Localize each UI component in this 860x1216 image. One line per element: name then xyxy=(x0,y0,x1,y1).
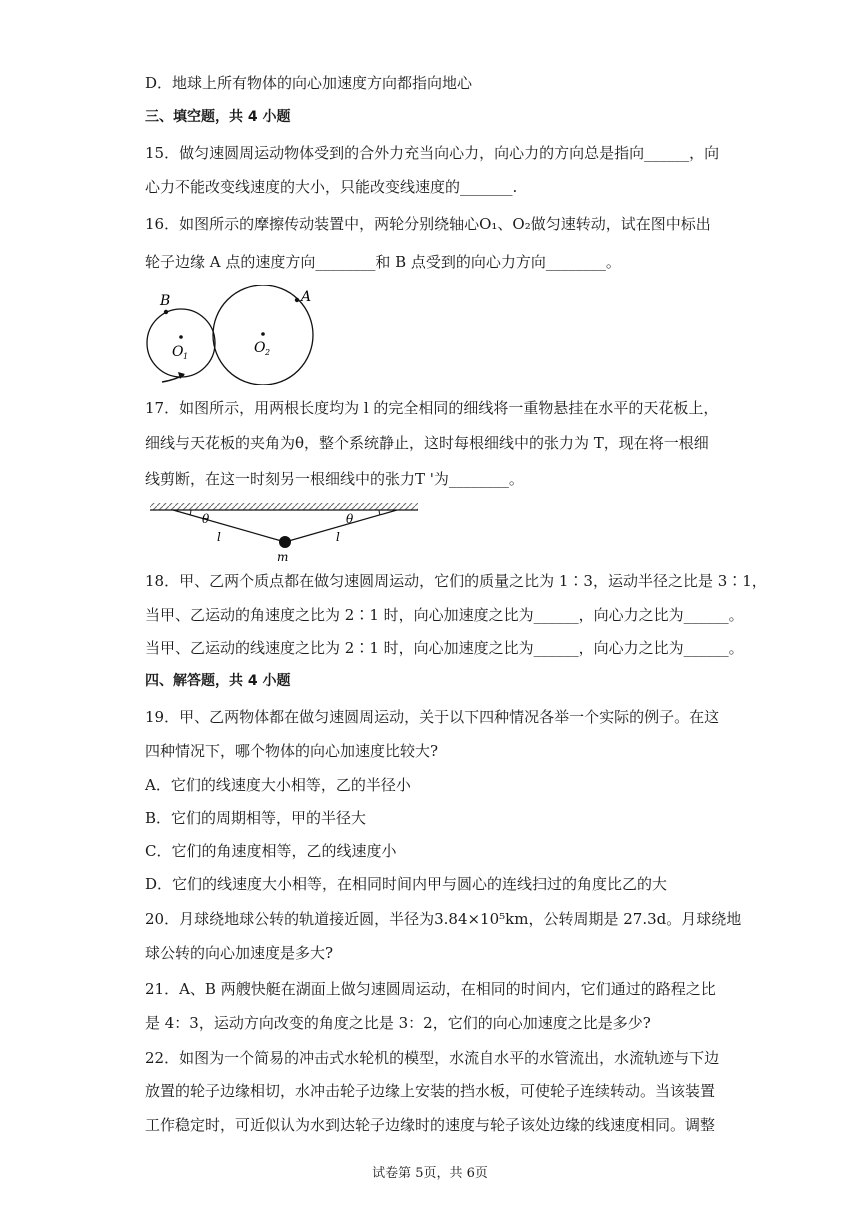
question-21-line-1: 21．A、B 两艘快艇在湖面上做匀速圆周运动，在相同的时间内，它们通过的路程之比 xyxy=(145,980,716,998)
friction-wheels-figure xyxy=(140,285,330,385)
label-o1: O xyxy=(172,344,184,360)
wheel-1 xyxy=(147,309,215,377)
angle-arc-left xyxy=(190,510,191,515)
ceiling-hatch xyxy=(150,503,418,510)
page-footer: 试卷第 5页，共 6页 xyxy=(372,1166,488,1181)
center-o2 xyxy=(261,332,265,336)
label-l-right: l xyxy=(336,530,340,544)
question-18-line-1: 18．甲、乙两个质点都在做匀速圆周运动，它们的质量之比为 1∶3，运动半径之比是 3∶1， xyxy=(145,572,767,590)
label-theta-right: θ xyxy=(346,512,354,526)
question-17-line-3: 线剪断，在这一时刻另一根细线中的张力T '为________。 xyxy=(145,470,524,488)
question-19-option-b: B．它们的周期相等，甲的半径大 xyxy=(145,809,367,827)
section-heading-answer: 四、解答题，共 4 小题 xyxy=(145,673,291,689)
question-15-line-2: 心力不能改变线速度的大小，只能改变线速度的_______. xyxy=(145,178,518,196)
label-m: m xyxy=(277,550,289,564)
point-a xyxy=(295,298,299,302)
question-21-line-2: 是 4：3，运动方向改变的角度之比是 3：2，它们的向心加速度之比是多少? xyxy=(145,1014,651,1032)
option-d-q14: D．地球上所有物体的向心加速度方向都指向地心 xyxy=(145,74,473,92)
question-19-option-d: D．它们的线速度大小相等，在相同时间内甲与圆心的连线扫过的角度比乙的大 xyxy=(145,875,668,893)
point-b xyxy=(164,310,168,314)
question-22-line-3: 工作稳定时，可近似认为水到达轮子边缘时的速度与轮子该处边缘的线速度相同。调整 xyxy=(145,1116,716,1134)
question-16-line-2: 轮子边缘 A 点的速度方向________和 B 点受到的向心力方向________。 xyxy=(145,253,621,271)
label-o1-subscript: 1 xyxy=(183,352,189,361)
question-22-line-1: 22．如图为一个简易的冲击式水轮机的模型，水流自水平的水管流出，水流轨迹与下边 xyxy=(145,1049,720,1067)
question-19-line-1: 19．甲、乙两物体都在做匀速圆周运动，关于以下四种情况各举一个实际的例子。在这 xyxy=(145,708,720,726)
label-a: A xyxy=(301,289,312,305)
hanging-mass-figure xyxy=(145,500,420,565)
label-l-left: l xyxy=(217,530,221,544)
question-20-line-2: 球公转的向心加速度是多大? xyxy=(145,944,334,962)
question-22-line-2: 放置的轮子边缘相切，水冲击轮子边缘上安装的挡水板，可使轮子连续转动。当该装置 xyxy=(145,1082,716,1100)
label-o2-subscript: 2 xyxy=(265,348,271,357)
question-19-option-c: C．它们的角速度相等，乙的线速度小 xyxy=(145,842,397,860)
label-theta-left: θ xyxy=(202,512,210,526)
question-19-option-a: A．它们的线速度大小相等，乙的半径小 xyxy=(145,776,411,794)
question-18-line-3: 当甲、乙运动的线速度之比为 2∶1 时，向心加速度之比为______，向心力之比为______。 xyxy=(145,639,744,657)
angle-arc-right xyxy=(379,510,380,515)
question-18-line-2: 当甲、乙运动的角速度之比为 2∶1 时，向心加速度之比为______，向心力之比为______。 xyxy=(145,606,744,624)
question-19-line-2: 四种情况下，哪个物体的向心加速度比较大? xyxy=(145,742,439,760)
mass xyxy=(279,536,291,548)
question-15-line-1: 15．做匀速圆周运动物体受到的合外力充当向心力，向心力的方向总是指向______，向 xyxy=(145,144,720,162)
section-heading-fill-in: 三、填空题，共 4 小题 xyxy=(145,109,291,125)
question-17-line-1: 17．如图所示，用两根长度均为 l 的完全相同的细线将一重物悬挂在水平的天花板上， xyxy=(145,399,719,417)
label-o2: O xyxy=(254,340,266,356)
center-o1 xyxy=(179,335,183,339)
question-20-line-1: 20．月球绕地球公转的轨道接近圆，半径为3.84×10⁵km，公转周期是 27.3d。月球绕地 xyxy=(145,910,742,928)
question-16-line-1: 16．如图所示的摩擦传动装置中，两轮分别绕轴心O₁、O₂做匀速转动，试在图中标出 xyxy=(145,215,711,233)
label-b: B xyxy=(160,293,171,309)
question-17-line-2: 细线与天花板的夹角为θ，整个系统静止，这时每根细线中的张力为 T，现在将一根细 xyxy=(145,434,709,452)
